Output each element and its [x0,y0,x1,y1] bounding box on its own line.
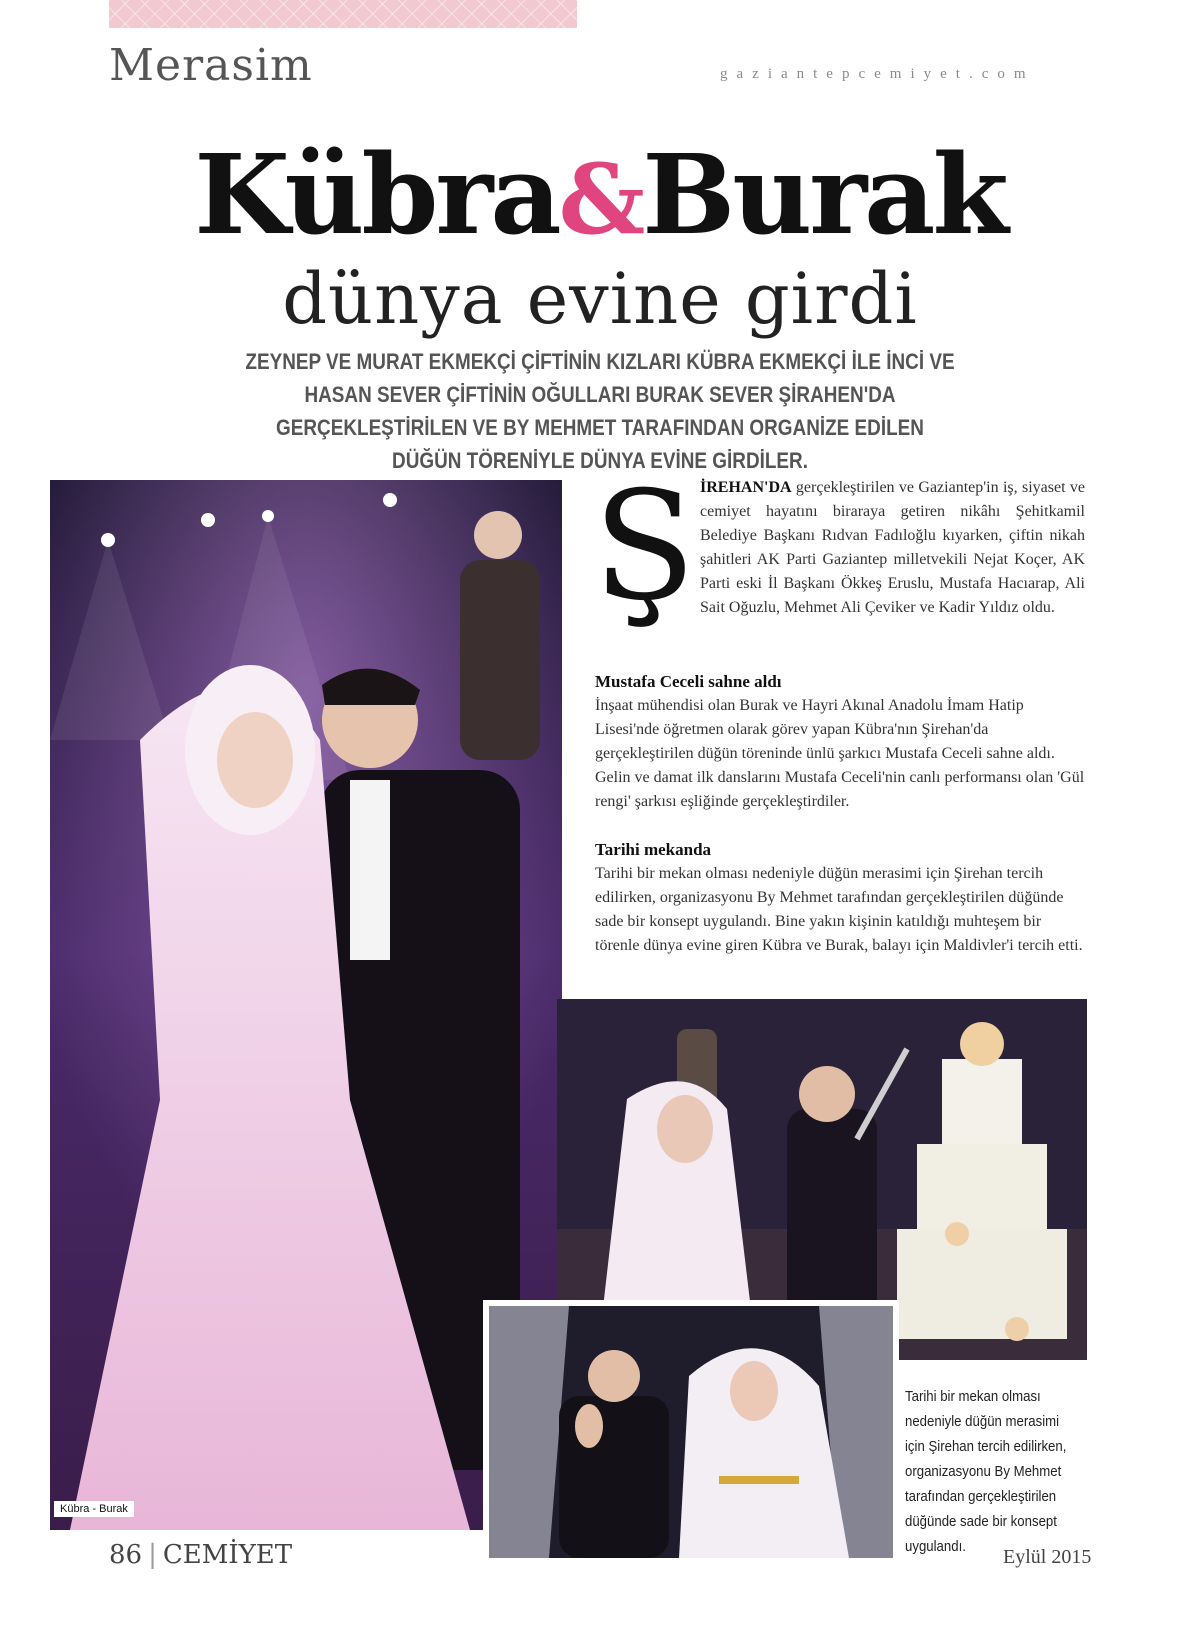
side-photo-caption: Tarihi bir mekan olması nedeniyle düğün merasimi için Şirehan tercih edilirken, organizasyonu By Mehmet tarafından gerçekleştirilen düğünde sade bir konsept uygulandı. [905,1388,1067,1555]
intro-lead-word: İREHAN'DA [700,479,792,496]
headline-subtitle: dünya evine girdi [282,258,918,340]
footer-folio [109,1540,292,1570]
article-paragraph-3: Tarihi bir mekan olması nedeniyle düğün merasimi için Şirehan tercih edilirken, organizasyonu By Mehmet tarafından gerçekleştirilen düğünde sade bir konsept uygulandı. Bine yakın kişinin katıldığı muhteşem bir törenle dünya evine giren Kübra ve Burak, balayı için Maldivler'i tercih etti. [595,865,1083,954]
main-photo-caption: Kübra - Burak [54,1501,134,1517]
site-url: gaziantepcemiyet.com [720,66,1035,82]
lede: ZEYNEP VE MURAT EKMEKÇİ ÇİFTİNİN KIZLARI KÜBRA EKMEKÇİ İLE İNCİ VE HASAN SEVER ÇİFTİNİN OĞULLARI BURAK SEVER ŞİRAHEN'DA GERÇEKLEŞTİRİLEN VE BY MEHMET TARAFINDAN ORGANİZE EDİLEN DÜĞÜN TÖRENİYLE DÜNYA EVİNE GİRDİLER. [245,349,955,473]
issue-date: Eylül 2015 [1003,1546,1092,1568]
article-intro [700,476,1085,620]
subheading-ceceli: Mustafa Ceceli sahne aldı [595,672,782,691]
footer-divider: | [148,1540,157,1570]
intro-text: gerçekleştirilen ve Gaziantep'in iş, siyaset ve cemiyet hayatını biraraya getiren nikâhı Şehitkamil Belediye Başkanı Rıdvan Fadıloğlu kıyarken, çiftin nikah şahitleri AK Parti Gaziantep milletvekili Nejat Koçer, AK Parti eski İl Başkanı Ökkeş Eruslu, Mustafa Hacıarap, Ali Sait Oğuzlu, Mehmet Ali Çeviker ve Kadir Yıldız oldu. [700,479,1085,616]
headline-name-2: Burak [642,130,1006,259]
decorative-top-band [109,0,577,28]
page-number: 86 [109,1540,143,1570]
article-paragraph-2: İnşaat mühendisi olan Burak ve Hayri Akınal Anadolu İmam Hatip Lisesi'nde öğretmen olarak görev yapan Kübra'nın Şirehan'da gerçekleştirilen düğün töreninde ünlü şarkıcı Mustafa Ceceli sahne aldı. Gelin ve damat ilk danslarını Mustafa Ceceli'nin canlı performansı olan 'Gül rengi' şarkısı eşliğinde gerçekleştirdiler. [595,697,1085,810]
drop-cap: Ş [593,460,696,634]
subheading-tarihi-mekan: Tarihi mekanda [595,840,712,859]
section-label: Merasim [109,40,313,91]
headline-ampersand: & [558,143,643,256]
couple-greeting-photo [483,1300,899,1564]
headline [0,130,1200,259]
headline-name-1: Kübra [194,130,559,259]
magazine-name: CEMİYET [162,1540,293,1570]
